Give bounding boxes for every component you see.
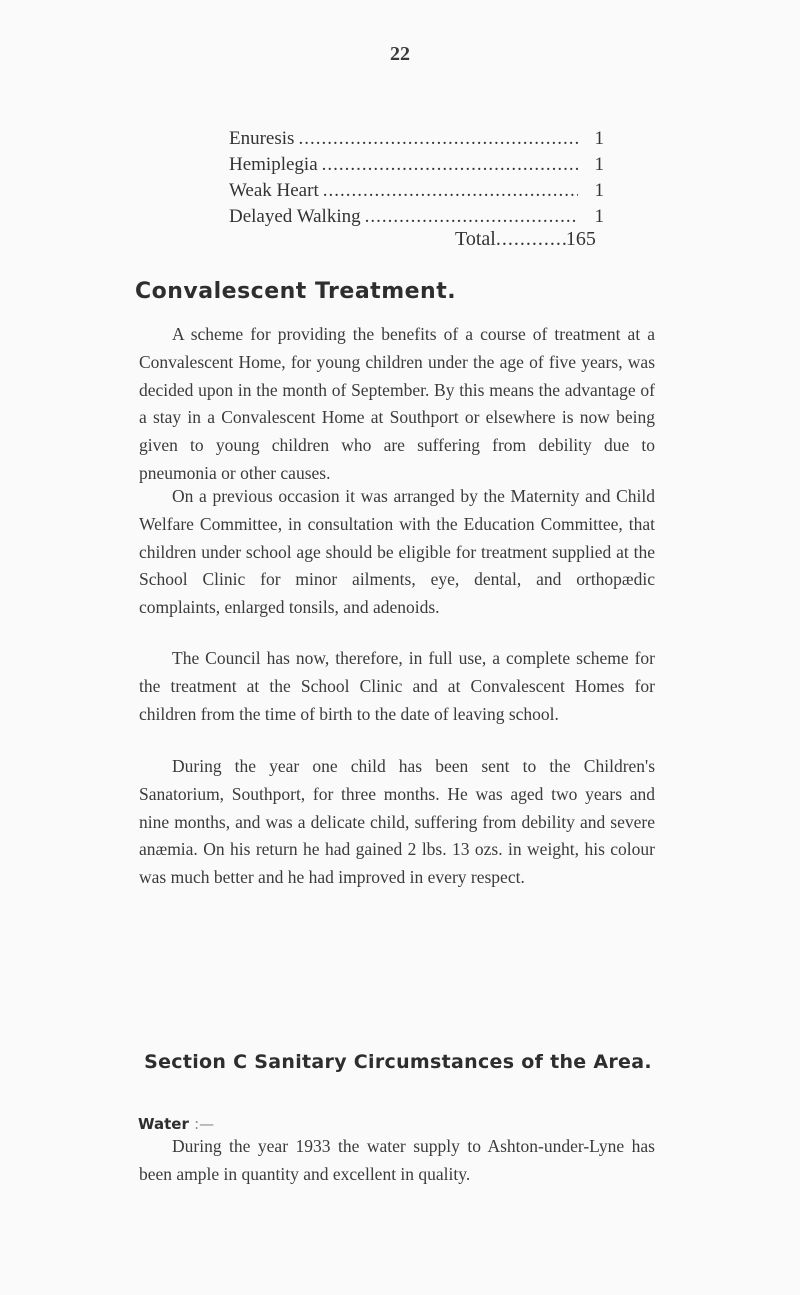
paragraph — [139, 321, 655, 488]
paragraph-text: On a previous occasion it was arranged by the Maternity and Child Welfare Committee, in consultation with the Education Committee, that children under school age should be eligible for treatment supplied at the School Clinic for minor ailments, eye, dental, and orthopædic complaints, enlarged tonsils, and adenoids. — [139, 486, 655, 618]
dot-leader — [322, 152, 578, 178]
tally-row — [229, 178, 604, 204]
tally-label: Delayed Walking — [229, 206, 361, 227]
tally-count: 1 — [594, 180, 604, 201]
diagnosis-tally-list — [229, 126, 604, 230]
water-subheading-dash: :— — [194, 1115, 215, 1133]
total-value: 165 — [565, 228, 596, 250]
paragraph — [139, 1133, 655, 1189]
page-number: 22 — [390, 43, 410, 65]
tally-count: 1 — [594, 154, 604, 175]
water-subheading — [138, 1115, 214, 1133]
paragraph — [139, 483, 655, 622]
total-label: Total — [455, 228, 496, 250]
water-subheading-label: Water — [138, 1115, 189, 1133]
paragraph-text: The Council has now, therefore, in full use, a complete scheme for the treatment at the School Clinic and at Convalescent Homes for children from the time of birth to the date of leaving school. — [139, 648, 655, 724]
tally-label: Hemiplegia — [229, 154, 318, 175]
tally-row — [229, 204, 604, 230]
section-c-heading: Section C Sanitary Circumstances of the Area. — [144, 1051, 652, 1073]
paragraph-text: During the year 1933 the water supply to Ashton-under-Lyne has been ample in quantity and excellent in quality. — [139, 1136, 655, 1184]
tally-count: 1 — [594, 128, 604, 149]
total-row — [455, 228, 596, 251]
paragraph — [139, 753, 655, 892]
paragraph-text: A scheme for providing the benefits of a course of treatment at a Convalescent Home, for young children under the age of five years, was decided upon in the month of September. By this means the advantage of a stay in a Convalescent Home at Southport or elsewhere is now being given to young children who are suffering from debility due to pneumonia or other causes. — [139, 324, 655, 483]
dot-leader — [496, 228, 566, 251]
convalescent-treatment-heading: Convalescent Treatment. — [135, 279, 457, 304]
paragraph-text: During the year one child has been sent to the Children's Sanatorium, Southport, for three months. He was aged two years and nine months, and was a delicate child, suffering from debility and severe anæmia. On his return he had gained 2 lbs. 13 ozs. in weight, his colour was much better and he had improved in every respect. — [139, 756, 655, 888]
tally-count: 1 — [594, 206, 604, 227]
dot-leader — [298, 126, 578, 152]
tally-row — [229, 126, 604, 152]
tally-row — [229, 152, 604, 178]
dot-leader — [365, 204, 578, 230]
tally-label: Weak Heart — [229, 180, 319, 201]
paragraph — [139, 645, 655, 728]
tally-label: Enuresis — [229, 128, 295, 149]
dot-leader — [323, 178, 578, 204]
